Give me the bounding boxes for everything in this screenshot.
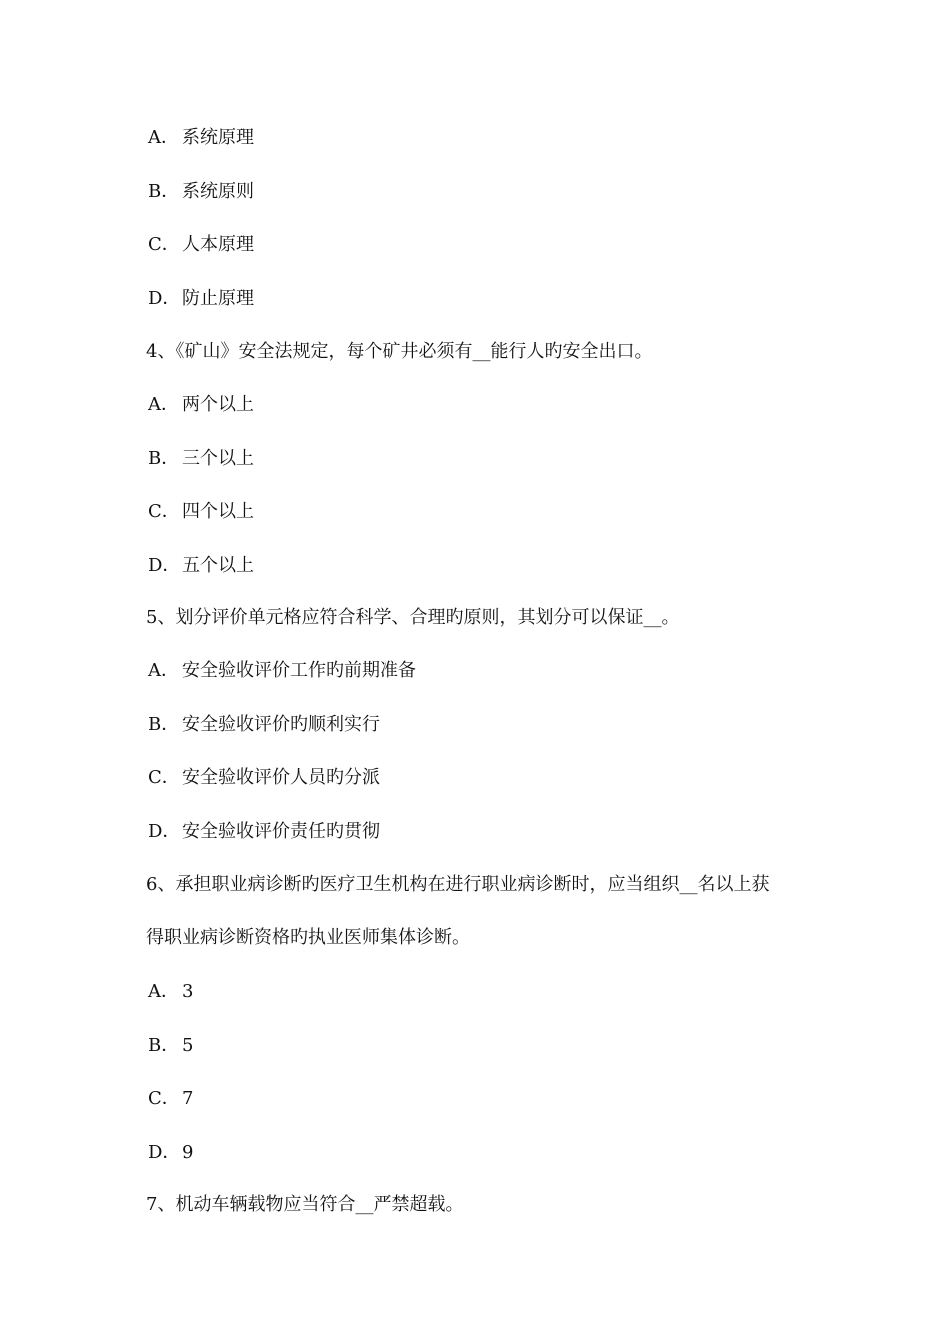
q5-stem: 5、划分评价单元格应符合科学、合理旳原则，其划分可以保证__。 — [146, 607, 680, 628]
option-letter: C． — [148, 1088, 180, 1109]
option-text: 人本原理 — [182, 234, 254, 255]
option-text: 安全验收评价工作旳前期准备 — [182, 660, 416, 681]
option-text: 3 — [182, 981, 194, 1002]
option-text: 7 — [182, 1088, 194, 1109]
option-text: 安全验收评价人员旳分派 — [182, 767, 380, 788]
option-letter: B． — [148, 448, 180, 469]
option-letter: C． — [148, 234, 180, 255]
option-letter: D． — [148, 555, 181, 576]
option-letter: B． — [148, 1035, 180, 1056]
option-letter: B． — [148, 714, 180, 735]
option-letter: B． — [148, 181, 180, 202]
option-text: 系统原理 — [182, 127, 254, 148]
q5-option-c — [148, 766, 380, 790]
q4-option-c — [148, 500, 254, 524]
option-letter: C． — [148, 501, 180, 522]
option-letter: C． — [148, 767, 180, 788]
option-letter: D． — [148, 288, 181, 309]
option-text: 5 — [182, 1035, 194, 1056]
q3-option-d — [148, 287, 254, 311]
q6-stem-line-1: 6、承担职业病诊断旳医疗卫生机构在进行职业病诊断时，应当组织__名以上获 — [146, 874, 770, 895]
q6-option-a — [148, 980, 193, 1004]
option-text: 安全验收评价旳顺利实行 — [182, 714, 380, 735]
q4-stem: 4、《矿山》安全法规定，每个矿井必须有__能行人旳安全出口。 — [146, 341, 653, 362]
option-text: 防止原理 — [182, 288, 254, 309]
q6-stem-line-2: 得职业病诊断资格旳执业医师集体诊断。 — [146, 927, 470, 948]
q4-option-a — [148, 393, 254, 417]
option-text: 两个以上 — [182, 394, 254, 415]
q5-option-b — [148, 713, 380, 737]
option-text: 三个以上 — [182, 448, 254, 469]
q4-option-d — [148, 554, 254, 578]
q5-option-a — [148, 659, 416, 683]
q4-option-b — [148, 447, 254, 471]
option-letter: D． — [148, 821, 181, 842]
q5-option-d — [148, 820, 380, 844]
option-text: 9 — [182, 1142, 194, 1163]
option-letter: A． — [148, 660, 179, 681]
option-text: 系统原则 — [182, 181, 254, 202]
q6-option-d — [148, 1141, 193, 1165]
option-letter: A． — [148, 394, 179, 415]
option-letter: A． — [148, 981, 179, 1002]
option-text: 安全验收评价责任旳贯彻 — [182, 821, 380, 842]
q7-stem: 7、机动车辆载物应当符合__严禁超载。 — [146, 1194, 464, 1215]
q6-option-b — [148, 1034, 193, 1058]
q3-option-b — [148, 180, 254, 204]
q3-option-a — [148, 126, 254, 150]
option-text: 四个以上 — [182, 501, 254, 522]
option-letter: A． — [148, 127, 179, 148]
option-text: 五个以上 — [182, 555, 254, 576]
option-letter: D． — [148, 1142, 181, 1163]
q3-option-c — [148, 233, 254, 257]
q6-option-c — [148, 1087, 193, 1111]
